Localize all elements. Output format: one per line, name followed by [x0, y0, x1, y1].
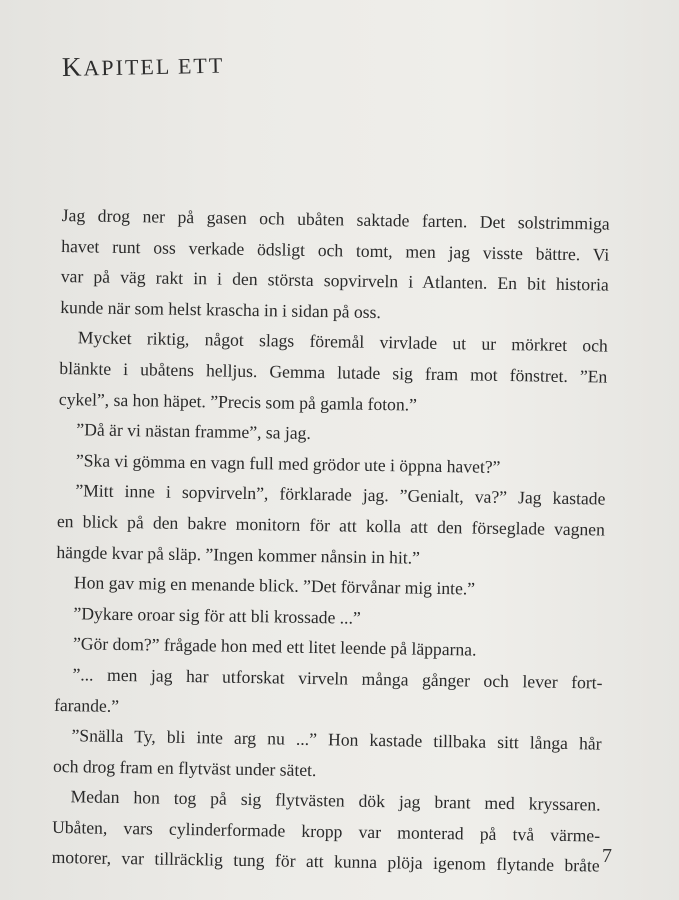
chapter-title-rest: APITEL ETT	[83, 52, 225, 81]
chapter-title	[62, 49, 225, 83]
text-line: ”Gör dom?” frågade hon med ett litet leende på läpparna.	[72, 633, 477, 660]
text-line: var på väg rakt in i den största sopvirveln i Atlanten. En bit historia	[60, 266, 609, 295]
text-line: ”Mitt inne i sopvirveln”, förklarade jag. ”Genialt, va?” Jag kastade	[75, 480, 606, 509]
text-line: ”Dykare oroar sig för att bli krossade ...”	[73, 602, 361, 628]
text-line: en blick på den bakre monitorn för att kolla att den förseglade vagnen	[56, 510, 606, 540]
text-line: kunde när som helst krascha in i sidan på oss.	[60, 296, 381, 322]
text-line: ”Då är vi nästan framme”, sa jag.	[76, 419, 312, 444]
text-line: Medan hon tog på sig flytvästen dök jag brant med kryssaren.	[70, 786, 601, 815]
text-line: Mycket riktig, något slags föremål virvlade ut ur mörkret och	[77, 327, 608, 356]
page-number: 7	[602, 845, 612, 867]
text-line: Ubåten, vars cylinderformade kropp var monterad på två värme-	[51, 816, 601, 846]
text-line: farande.”	[53, 694, 120, 716]
text-line: hängde kvar på släp. ”Ingen kommer nånsin in hit.”	[56, 541, 421, 568]
text-line: Jag drog ner på gasen och ubåten saktade farten. Det solstrimmiga	[61, 204, 610, 234]
text-line: blänkte i ubåtens helljus. Gemma lutade sig fram mot fönstret. ”En	[59, 357, 608, 387]
text-line: ”Snälla Ty, bli inte arg nu ...” Hon kastade tillbaka sitt långa hår	[71, 725, 602, 754]
text-line: havet runt oss verkade ödsligt och tomt, men jag visste bättre. Vi	[61, 235, 610, 265]
text-line: motorer, var tillräcklig tung för att kunna plöja igenom flytande bråte	[51, 847, 600, 876]
text-line: cykel”, sa hon häpet. ”Precis som på gamla foton.”	[58, 388, 418, 415]
chapter-title-initial: K	[61, 51, 84, 82]
text-line: och drog fram en flytväst under sätet.	[52, 755, 317, 780]
text-line: Hon gav mig en menande blick. ”Det förvånar mig inte.”	[73, 572, 476, 599]
body-text	[51, 200, 622, 882]
text-line: ”Ska vi gömma en vagn full med grödor ute i öppna havet?”	[75, 450, 501, 477]
text-line: ”... men jag har utforskat virveln många gånger och lever fort-	[72, 664, 603, 693]
